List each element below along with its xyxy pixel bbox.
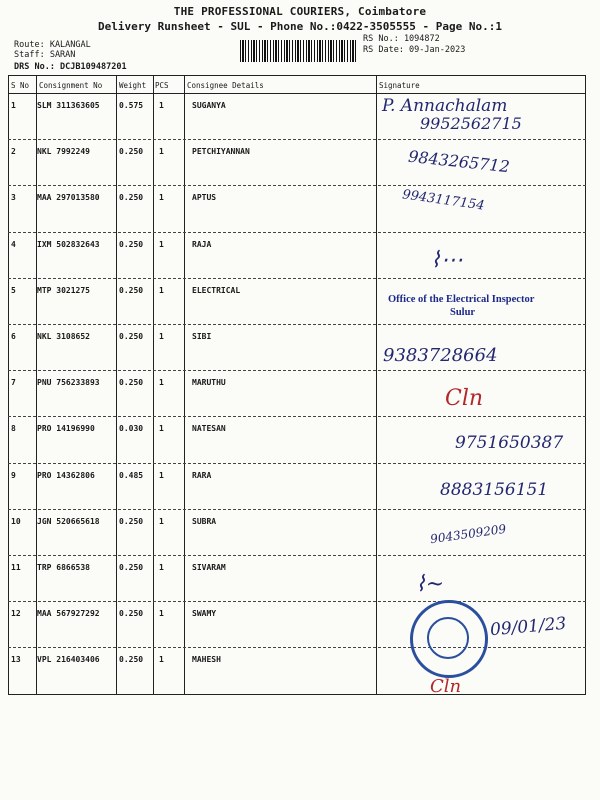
row-8-pcs: 1 xyxy=(159,424,164,434)
row-10-sno: 10 xyxy=(11,516,21,526)
row-11-weight: 0.250 xyxy=(119,563,144,572)
row-12-name: SWAMY xyxy=(192,609,217,619)
row-4-weight: 0.250 xyxy=(119,239,144,249)
row-11-name: SIVARAM xyxy=(192,563,226,572)
col-header-signature: Signature xyxy=(379,81,420,90)
row-5-sno: 5 xyxy=(11,285,16,295)
row-7-pcs: 1 xyxy=(159,378,164,388)
row-6-sno: 6 xyxy=(11,332,16,341)
note-row13: Cln xyxy=(430,676,462,697)
row-6-cons: NKL 3108652 xyxy=(37,332,90,341)
row-12-weight: 0.250 xyxy=(119,609,144,619)
staff-label: Staff: SARAN xyxy=(14,50,76,60)
row-5-pcs: 1 xyxy=(159,285,164,295)
date-row12: 09/01/23 xyxy=(489,613,568,641)
route-label: Route: KALANGAL xyxy=(14,40,91,50)
row-13-pcs: 1 xyxy=(159,655,164,665)
row-5-weight: 0.250 xyxy=(119,285,144,295)
row-7-weight: 0.250 xyxy=(119,378,144,388)
row-divider xyxy=(8,278,586,279)
row-1-cons: SLM 311363605 xyxy=(37,101,100,110)
row-10-weight: 0.250 xyxy=(119,516,144,526)
row-divider xyxy=(8,647,586,648)
row-2-name: PETCHIYANNAN xyxy=(192,147,250,157)
col-header-weight: Weight xyxy=(119,81,147,90)
phone-row10: 9043509209 xyxy=(429,521,507,547)
col-header-sno: S No xyxy=(11,81,30,90)
row-divider xyxy=(8,416,586,417)
row-13-cons: VPL 216403406 xyxy=(37,655,100,665)
col-header-pcs: PCS xyxy=(155,81,169,90)
row-11-cons: TRP 6866538 xyxy=(37,563,90,572)
row-9-sno: 9 xyxy=(11,470,16,480)
row-1-name: SUGANYA xyxy=(192,101,226,110)
drs-number: DRS No.: DCJB109487201 xyxy=(14,62,127,72)
row-4-name: RAJA xyxy=(192,239,212,249)
row-5-cons: MTP 3021275 xyxy=(37,285,90,295)
row-3-name: APTUS xyxy=(192,193,217,203)
row-4-cons: IXM 502832643 xyxy=(37,239,100,249)
row-7-cons: PNU 756233893 xyxy=(37,378,100,388)
row-3-pcs: 1 xyxy=(159,193,164,203)
row-12-cons: MAA 567927292 xyxy=(37,609,100,619)
office-stamp-row5: Office of the Electrical Inspector Sulur xyxy=(388,294,535,318)
row-6-name: SIBI xyxy=(192,332,212,341)
phone-row9: 8883156151 xyxy=(440,480,549,500)
runsheet-subtitle: Delivery Runsheet - SUL - Phone No.:0422-3505555 - Page No.:1 xyxy=(98,20,502,33)
row-7-sno: 7 xyxy=(11,378,16,388)
row-2-pcs: 1 xyxy=(159,147,164,157)
row-4-pcs: 1 xyxy=(159,239,164,249)
row-9-pcs: 1 xyxy=(159,470,164,480)
phone-row1: 9952562715 xyxy=(420,114,522,133)
row-1-weight: 0.575 xyxy=(119,101,144,110)
row-divider xyxy=(8,601,586,602)
row-9-cons: PRO 14362806 xyxy=(37,470,95,480)
rs-number: RS No.: 1094872 xyxy=(363,34,440,44)
row-8-weight: 0.030 xyxy=(119,424,144,434)
row-12-pcs: 1 xyxy=(159,609,164,619)
row-6-weight: 0.250 xyxy=(119,332,144,341)
phone-row6: 9383728664 xyxy=(383,345,498,366)
row-8-cons: PRO 14196990 xyxy=(37,424,95,434)
row-10-name: SUBRA xyxy=(192,516,217,526)
rs-date: RS Date: 09-Jan-2023 xyxy=(363,45,466,55)
signature-row11: ⌇~ xyxy=(415,572,445,597)
row-divider xyxy=(8,185,586,186)
row-9-weight: 0.485 xyxy=(119,470,144,480)
signature-row1: P. Annachalam xyxy=(382,96,508,116)
phone-row2: 9843265712 xyxy=(407,146,511,177)
company-seal-stamp xyxy=(410,600,488,678)
row-10-cons: JGN 520665618 xyxy=(37,516,100,526)
row-3-weight: 0.250 xyxy=(119,193,144,203)
signature-row4: ⌇⋯ xyxy=(430,248,463,273)
barcode xyxy=(240,40,358,62)
row-2-cons: NKL 7992249 xyxy=(37,147,90,157)
row-8-name: NATESAN xyxy=(192,424,226,434)
row-10-pcs: 1 xyxy=(159,516,164,526)
row-divider xyxy=(8,232,586,233)
row-divider xyxy=(8,139,586,140)
row-5-name: ELECTRICAL xyxy=(192,285,241,295)
row-9-name: RARA xyxy=(192,470,212,480)
phone-row3: 9943117154 xyxy=(401,187,486,214)
row-11-pcs: 1 xyxy=(159,563,164,572)
phone-row8: 9751650387 xyxy=(455,433,564,453)
row-divider xyxy=(8,463,586,464)
row-13-name: MAHESH xyxy=(192,655,221,665)
col-header-consignment: Consignment No xyxy=(39,81,103,90)
runsheet-title: THE PROFESSIONAL COURIERS, Coimbatore xyxy=(173,5,427,18)
row-4-sno: 4 xyxy=(11,239,16,249)
row-13-sno: 13 xyxy=(11,655,21,665)
row-2-sno: 2 xyxy=(11,147,16,157)
row-divider xyxy=(8,555,586,556)
col-header-consignee: Consignee Details xyxy=(187,81,264,90)
row-3-sno: 3 xyxy=(11,193,16,203)
row-1-sno: 1 xyxy=(11,101,16,110)
row-divider xyxy=(8,509,586,510)
row-8-sno: 8 xyxy=(11,424,16,434)
note-row7: Cln xyxy=(445,386,484,411)
row-3-cons: MAA 297013580 xyxy=(37,193,100,203)
row-11-sno: 11 xyxy=(11,563,21,572)
row-7-name: MARUTHU xyxy=(192,378,226,388)
row-1-pcs: 1 xyxy=(159,101,164,110)
row-divider xyxy=(8,370,586,371)
row-12-sno: 12 xyxy=(11,609,21,619)
row-6-pcs: 1 xyxy=(159,332,164,341)
row-divider xyxy=(8,324,586,325)
row-2-weight: 0.250 xyxy=(119,147,144,157)
row-13-weight: 0.250 xyxy=(119,655,144,665)
